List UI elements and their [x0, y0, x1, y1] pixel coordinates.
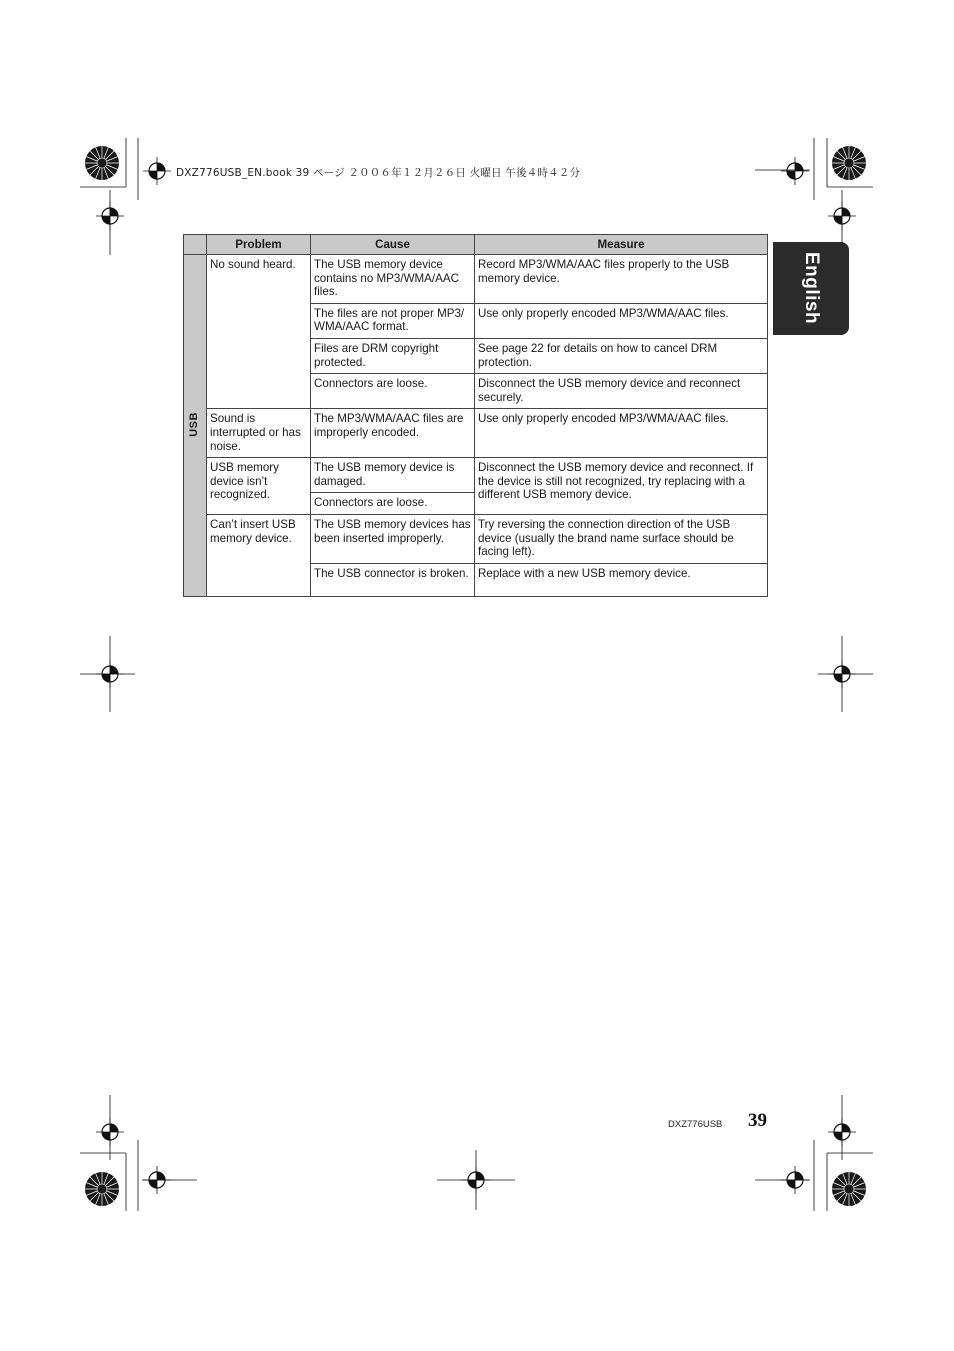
- measure-cell: Use only properly encoded MP3/WMA/AAC files.: [475, 409, 768, 458]
- cause-cell: The USB memory device is damaged.: [311, 458, 475, 493]
- cause-cell: The USB memory devices has been inserted improperly.: [311, 514, 475, 563]
- section-label: USB: [188, 411, 201, 437]
- troubleshooting-table: [183, 234, 768, 597]
- measure-cell: Disconnect the USB memory device and reconnect securely.: [475, 374, 768, 409]
- column-header-cause: Cause: [311, 235, 475, 255]
- cause-cell: The USB memory device contains no MP3/WMA/AAC files.: [311, 255, 475, 304]
- cause-cell: The files are not proper MP3/ WMA/AAC format.: [311, 303, 475, 338]
- problem-cell: Sound is interrupted or has noise.: [207, 409, 311, 458]
- measure-cell: Replace with a new USB memory device.: [475, 563, 768, 596]
- problem-cell: No sound heard.: [207, 255, 311, 409]
- table-row: [184, 255, 768, 304]
- measure-cell: Use only properly encoded MP3/WMA/AAC files.: [475, 303, 768, 338]
- problem-cell: USB memory device isn’t recognized.: [207, 458, 311, 515]
- measure-cell: Disconnect the USB memory device and reconnect. If the device is still not recognized, try replacing with a different USB memory device.: [475, 458, 768, 515]
- corner-header-cell: [184, 235, 207, 255]
- column-header-problem: Problem: [207, 235, 311, 255]
- table-row: [184, 409, 768, 458]
- measure-cell: See page 22 for details on how to cancel DRM protection.: [475, 338, 768, 373]
- book-file-header: DXZ776USB_EN.book 39 ページ ２００６年１２月２６日 火曜日 午後４時４２分: [176, 167, 581, 179]
- cause-cell: Connectors are loose.: [311, 493, 475, 515]
- column-header-measure: Measure: [475, 235, 768, 255]
- measure-cell: Record MP3/WMA/AAC files properly to the USB memory device.: [475, 255, 768, 304]
- table-header-row: [184, 235, 768, 255]
- cause-cell: The MP3/WMA/AAC files are improperly encoded.: [311, 409, 475, 458]
- problem-cell: Can’t insert USB memory device.: [207, 514, 311, 596]
- section-label-cell: [184, 255, 207, 597]
- table-row: [184, 514, 768, 563]
- language-tab-label: English: [801, 251, 822, 325]
- cause-cell: Files are DRM copyright protected.: [311, 338, 475, 373]
- measure-cell: Try reversing the connection direction of the USB device (usually the brand name surface should be facing left).: [475, 514, 768, 563]
- page-number: 39: [748, 1110, 767, 1131]
- cause-cell: The USB connector is broken.: [311, 563, 475, 596]
- cause-cell: Connectors are loose.: [311, 374, 475, 409]
- language-tab: [773, 242, 849, 335]
- model-name: DXZ776USB: [668, 1119, 723, 1130]
- table-row: [184, 458, 768, 493]
